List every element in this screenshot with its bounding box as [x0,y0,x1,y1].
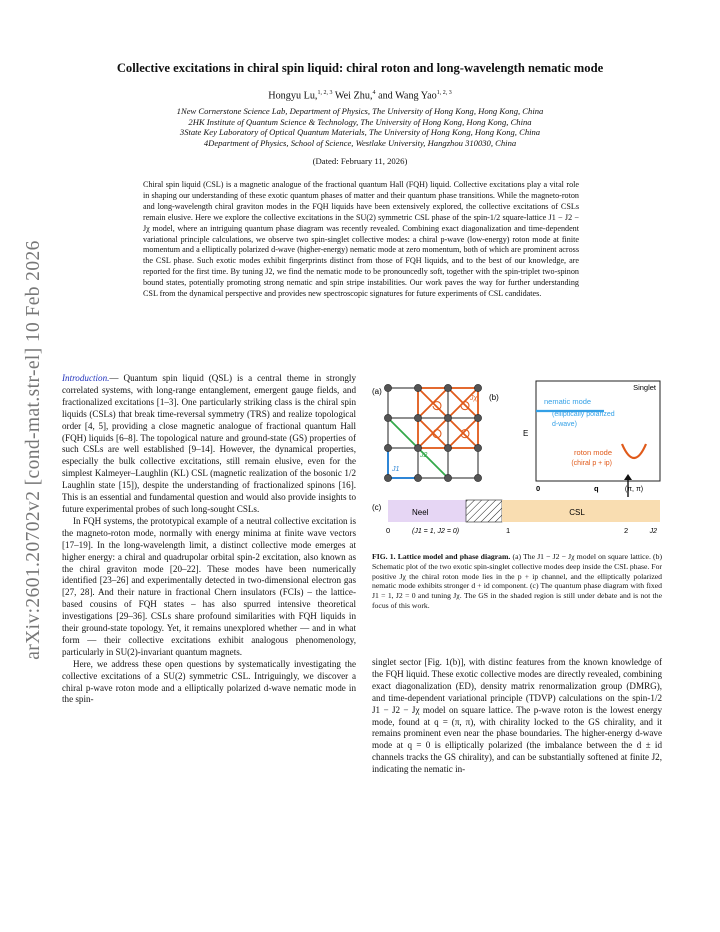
caption-label: FIG. 1. [372,552,396,561]
caption-title: Lattice model and phase diagram. [397,552,511,561]
caption-text: (a) The J1 − J2 − Jχ model on square lattice. (b) Schematic plot of the two exotic spin-singlet collective modes deep inside the CSL phase. For positive Jχ the chiral roton mode lies in the p + ip channel, and the elliptically polarized nematic mode exhibits stronger d + id component. (c) The quantum phase diagram with fixed J1 = 1, J2 = 0 and tuning Jχ. The GS in the shaded region is still under debate and is not the focus of this work. [372,552,663,610]
x-axis-q: q [594,484,599,493]
tick-0: 0 [386,526,391,535]
singlet-label: Singlet [633,383,656,392]
right-column [372,657,662,776]
nematic-sub1: (elliptically polarized [552,411,615,418]
affiliation-3: 3State Key Laboratory of Optical Quantum Materials, The University of Hong Kong, Hong Kong, China [179,127,541,138]
roton-sub: (chiral p + ip) [571,460,612,467]
nematic-label: nematic mode [544,397,592,406]
nematic-sub2: d-wave) [552,421,577,428]
energy-axis-label: E [523,429,529,438]
panel-c-label: (c) [372,503,382,512]
intro-text: — Quantum spin liquid (QSL) is a central theme in strongly correlated systems, with long-range entanglement, emergent gauge fields, and fractionalized excitations [1–3]. One particularly striking class is the chiral spin liquids (CSLs) that break time-reversal symmetry (TRS) and realize topological order [4, 5], providing a close magnetic analogue of fractional quantum Hall (FQH) liquids [6–8]. The topological nature and ground-state (GS) properties of such CSLs are well established [9–14]. However, the dynamical properties, especially the bulk collective excitations, still remain elusive, even for the simplest Kalmeyer–Laughlin (KL) CSL (magnetic realization of the bosonic 1/2 Laughlin state [15]), despite the understanding of fractionalized spinons [16]. This is an essential and fundamental question and would also provide insights to future experimental probes of such long-sought CSLs. [62,373,356,514]
roton-label: roton mode [574,448,612,457]
paragraph-here: Here, we address these open questions by systematically investigating the collective excitations of a SU(2) symmetric CSL. Intriguingly, we discover a chiral p-wave roton mode and a elliptically polarized d-wave nematic mode in the spin- [62,658,356,705]
date-line: (Dated: February 11, 2026) [312,156,408,166]
x-axis-zero: 0 [536,484,541,493]
tick-2: 2 [624,526,629,535]
affiliations [60,106,660,148]
panel-b-label: (b) [489,393,499,402]
roton-mode-curve [622,444,646,458]
author-list: Hongyu Lu,$^{1, 2, 3}$ Wei Zhu,$^4$ and Wang Yao$^{1, 2, 3}$ [268,90,452,102]
jchi-label: Jχ [470,395,478,402]
figure-caption [372,552,662,611]
right-column-paragraph: singlet sector [Fig. 1(b)], with distinc features from the known knowledge of the FQH liquid. These exotic collective modes are directly revealed, combining exact diagonalization (ED), density matrix renormalization group (DMRG), and time-dependent variational principle (TDVP) calculations on the spin-1/2 J1 − J2 − Jχ model on square lattice. The p-wave roton is the lowest energy mode, found at q = (π, π), with chirality locked to the GS chirality, and it remains prominent even near the phase boundaries. The higher-energy d-wave mode at q = 0 is elliptically polarized (the imbalance between the d ± id channels tracks the GS chirality), and can be substantially softened at finite J2, indicating the nematic in- [372,657,662,775]
arxiv-identifier: arXiv:2601.20702v2 [cond-mat.str-el] 10 Feb 2026 [23,240,44,660]
fixed-point-label: (J1 = 1, J2 = 0) [412,528,460,535]
j1-label: J1 [392,466,400,473]
csl-label: CSL [569,508,585,517]
debated-region [466,500,502,522]
affiliation-1: 1New Cornerstone Science Lab, Department of Physics, The University of Hong Kong, Hong Kong, China [176,106,544,116]
affiliation-2: 2HK Institute of Quantum Science & Technology, The University of Hong Kong, Hong Kong, China [188,116,532,127]
intro-label[interactable]: Introduction. [62,373,110,383]
phase-arrow-head [624,474,632,480]
figure-1-graphic [372,376,664,546]
panel-a-label: (a) [372,387,382,396]
tick-1: 1 [506,526,511,535]
j2-label: J2 [420,452,428,459]
neel-label: Neel [412,508,429,517]
paper-title: Collective excitations in chiral spin liquid: chiral roton and long-wavelength nematic mode [116,61,604,75]
j1-bond [388,448,418,478]
x-axis-pipi: (π, π) [624,486,644,493]
j2-axis-label: J2 [649,528,657,535]
affiliation-4: 4Department of Physics, School of Science, Westlake University, Hangzhou 310030, China [203,137,517,148]
figure-1 [372,376,664,546]
abstract: Chiral spin liquid (CSL) is a magnetic analogue of the fractional quantum Hall (FQH) liquid. Collective excitations play a vital role in shaping our understanding of these exotic quantum phases of matter and their quantum phase transitions. While the magneto-roton and long-wavelength chiral graviton modes in the FQH liquids have been extensively explored, the collective excitations of CSLs remain elusive. Here we explore the collective excitations in the SU(2) symmetric CSL phase of the spin-1/2 square-lattice J1 − J2 − Jχ model, where an intriguing quantum phase diagram was recently revealed. Combining exact diagonalization and time-dependent variational principle calculations, we observe two spin-singlet collective modes: a chiral p-wave (low-energy) roton mode at finite momentum and a elliptically polarized d-wave (higher-energy) nematic mode at zero momentum, both of which are prominent across the CSL phase. Such exotic modes exhibit fingerprints distinct from those of FQH liquids, and to the best of our knowledge, are reported for the first time. By tuning J2, we find the nematic mode to be pronouncedly soft, together with the spin-triplet two-spinon bound states, potentially promoting strong nematic and spin stripe instabilities. Our work paves the way for further understanding CSL from the dynamical perspective and provides new spectroscopic signatures for future experiments of CSL candidates. [143,180,579,299]
intro-paragraph [62,373,356,516]
left-column [62,373,356,706]
paragraph-fqh: In FQH systems, the prototypical example of a neutral collective excitation is the magneto-roton mode, normally with energy minima at finite wave vectors [17–19]. In the long-wavelength limit, a distinct collective mode emerges at higher energy: a chiral and quadrupolar orbital spin-2 excitation, also known as the chiral graviton mode [20–22]. These modes have been numerically identified [23–26] and experimentally detected in two-dimensional electron gas [27, 28]. And their nature in fractional Chern insulators (FCIs) – the lattice-based cousins of FQH states – has also spurred intensive theoretical investigations [29–36]. CSLs share profound similarities with FQH liquids in their ground-state topology. Yet, it remains unexplored whether — and in what form — their collective excitations exhibit analogous phenomenology, particularly in SU(2)-invariant quantum magnets. [62,515,356,657]
arxiv-sidebar [14,210,54,690]
